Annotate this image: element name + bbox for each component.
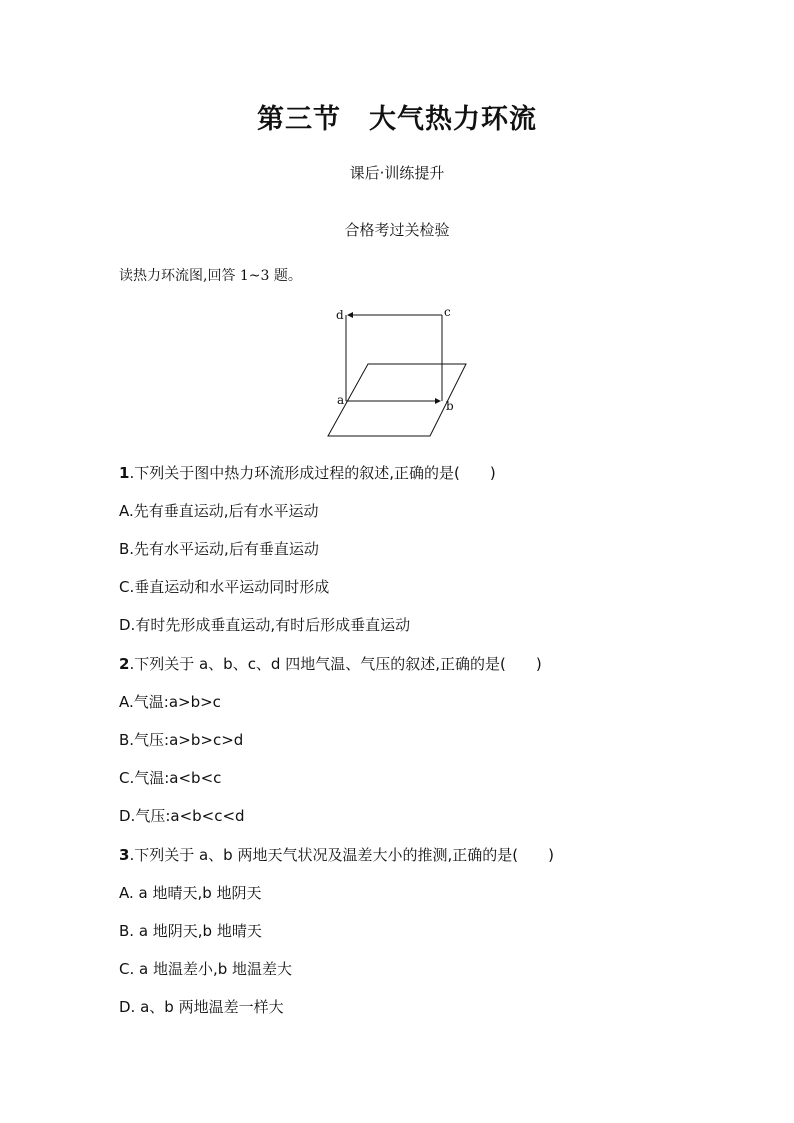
- question-2-option-b: B.气压:a>b>c>d: [119, 731, 244, 749]
- label-a: a: [337, 393, 345, 407]
- thermal-circulation-diagram: [320, 300, 480, 440]
- question-1-option-a: A.先有垂直运动,后有水平运动: [119, 502, 319, 520]
- question-1-option-c: C.垂直运动和水平运动同时形成: [119, 578, 330, 596]
- label-c: c: [444, 305, 451, 319]
- section-heading: 合格考过关检验: [344, 221, 450, 239]
- question-stem: .下列关于 a、b 两地天气状况及温差大小的推测,正确的是( ): [129, 846, 554, 864]
- page-title: 第三节 大气热力环流: [257, 104, 537, 135]
- label-b: b: [446, 399, 454, 413]
- question-2-option-d: D.气压:a<b<c<d: [119, 807, 245, 825]
- question-2-option-a: A.气温:a>b>c: [119, 693, 221, 711]
- question-stem: .下列关于 a、b、c、d 四地气温、气压的叙述,正确的是( ): [129, 655, 542, 673]
- question-number: 3: [119, 846, 130, 864]
- question-3: [119, 844, 554, 865]
- question-3-option-d: D. a、b 两地温差一样大: [119, 998, 284, 1016]
- page-subtitle: 课后·训练提升: [349, 164, 445, 182]
- question-3-option-c: C. a 地温差小,b 地温差大: [119, 960, 293, 978]
- question-1: [119, 462, 496, 483]
- question-3-option-b: B. a 地阴天,b 地晴天: [119, 922, 262, 940]
- question-1-option-b: B.先有水平运动,后有垂直运动: [119, 540, 319, 558]
- question-number: 2: [119, 655, 130, 673]
- question-1-option-d: D.有时先形成垂直运动,有时后形成垂直运动: [119, 616, 411, 634]
- question-number: 1: [119, 464, 130, 482]
- intro-text: 读热力环流图,回答 1~3 题。: [119, 268, 302, 284]
- question-3-option-a: A. a 地晴天,b 地阴天: [119, 884, 262, 902]
- label-d: d: [336, 308, 344, 322]
- question-stem: .下列关于图中热力环流形成过程的叙述,正确的是( ): [129, 464, 496, 482]
- question-2: [119, 653, 542, 674]
- question-2-option-c: C.气温:a<b<c: [119, 769, 222, 787]
